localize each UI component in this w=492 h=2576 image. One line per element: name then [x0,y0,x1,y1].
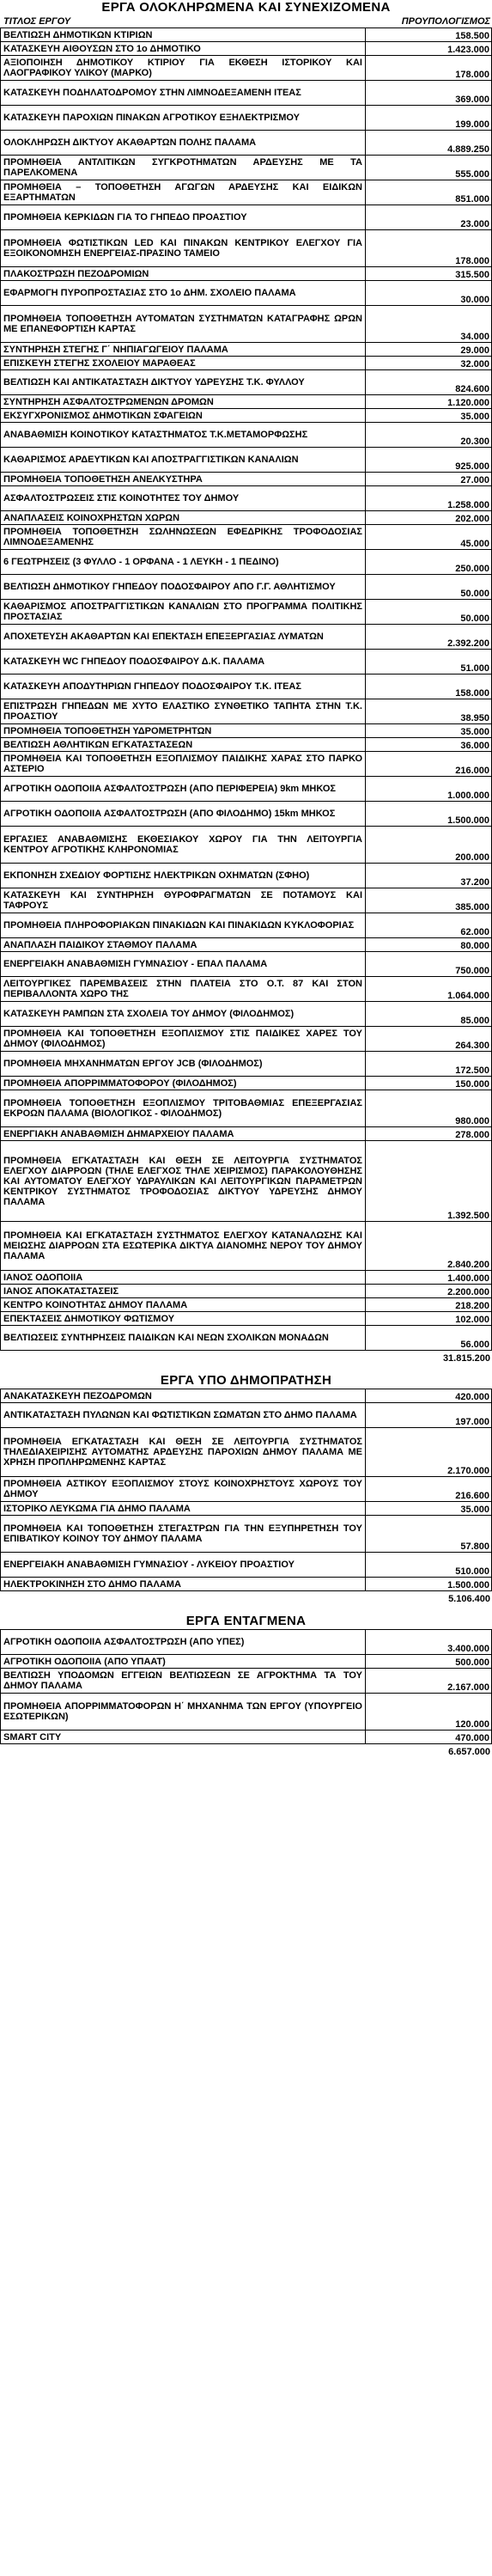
table-row [1,395,492,409]
table-row [1,752,492,777]
project-budget: 369.000 [366,81,492,106]
project-title: ΣΥΝΤΗΡΗΣΗ ΣΤΕΓΗΣ Γ΄ ΝΗΠΙΑΓΩΓΕΙΟΥ ΠΑΛΑΜΑ [1,343,366,357]
project-budget: 216.000 [366,752,492,777]
table-row [1,156,492,180]
project-budget: 250.000 [366,550,492,575]
project-budget: 2.170.000 [366,1428,492,1477]
project-title: ΙΣΤΟΡΙΚΟ ΛΕΥΚΩΜΑ ΓΙΑ ΔΗΜΟ ΠΑΛΑΜΑ [1,1502,366,1516]
project-title: ΕΝΕΡΓΕΙΑΚΗ ΑΝΑΒΑΘΜΙΣΗ ΓΥΜΝΑΣΙΟΥ - ΛΥΚΕΙΟΥ ΠΡΟΑΣΤΙΟΥ [1,1553,366,1578]
project-title: ΛΕΙΤΟΥΡΓΙΚΕΣ ΠΑΡΕΜΒΑΣΕΙΣ ΣΤΗΝ ΠΛΑΤΕΙΑ ΣΤΟ Ο.Τ. 87 ΚΑΙ ΣΤΟΝ ΠΕΡΙΒΑΛΛΟΝΤΑ ΧΩΡΟ ΤΗΣ [1,977,366,1002]
project-title: ΠΡΟΜΗΘΕΙΑ ΚΕΡΚΙΔΩΝ ΓΙΑ ΤΟ ΓΗΠΕΔΟ ΠΡΟΑΣΤΙΟΥ [1,205,366,230]
table-row [1,131,492,156]
section-title-under-tender: ΕΡΓΑ ΥΠΟ ΔΗΜΟΠΡΑΤΗΣΗ [160,1373,332,1388]
project-budget: 2.392.200 [366,625,492,650]
project-budget: 102.000 [366,1312,492,1326]
project-budget: 3.400.000 [366,1630,492,1655]
project-budget: 510.000 [366,1553,492,1578]
table-row [1,423,492,448]
project-budget: 1.120.000 [366,395,492,409]
table-row [1,1669,492,1694]
table-row [1,977,492,1002]
table-row [1,1477,492,1502]
table-row [1,1502,492,1516]
project-budget: 50.000 [366,575,492,600]
project-title: ΕΝΕΡΓΕΙΑΚΗ ΑΝΑΒΑΘΜΙΣΗ ΓΥΜΝΑΣΙΟΥ - ΕΠΑΛ ΠΑΛΑΜΑ [1,952,366,977]
project-title: ΚΑΤΑΣΚΕΥΗ ΑΠΟΔΥΤΗΡΙΩΝ ΓΗΠΕΔΟΥ ΠΟΔΟΣΦΑΙΡΟΥ Τ.Κ. ΙΤΕΑΣ [1,675,366,699]
project-budget: 178.000 [366,230,492,267]
project-title: ΕΚΣΥΓΧΡΟΝΙΣΜΟΣ ΔΗΜΟΤΙΚΩΝ ΣΦΑΓΕΙΩΝ [1,409,366,423]
project-budget: 120.000 [366,1694,492,1731]
project-title: ΚΑΤΑΣΚΕΥΗ ΡΑΜΠΩΝ ΣΤΑ ΣΧΟΛΕΙΑ ΤΟΥ ΔΗΜΟΥ (ΦΙΛΟΔΗΜΟΣ) [1,1002,366,1027]
table-row [1,802,492,827]
project-budget: 200.000 [366,827,492,864]
project-title: ΑΓΡΟΤΙΚΗ ΟΔΟΠΟΙΙΑ ΑΣΦΑΛΤΟΣΤΡΩΣΗ (ΑΠΟ ΥΠΕΣ) [1,1630,366,1655]
project-budget: 1.392.500 [366,1141,492,1222]
project-budget: 34.000 [366,306,492,343]
table-row [1,343,492,357]
project-budget: 80.000 [366,938,492,952]
project-budget: 2.840.200 [366,1222,492,1271]
project-budget: 38.950 [366,699,492,724]
project-budget: 45.000 [366,525,492,550]
project-budget: 20.300 [366,423,492,448]
table-row [1,81,492,106]
project-budget: 62.000 [366,913,492,938]
project-budget: 925.000 [366,448,492,473]
table-row [1,777,492,802]
project-title: ΑΓΡΟΤΙΚΗ ΟΔΟΠΟΙΙΑ ΑΣΦΑΛΤΟΣΤΡΩΣΗ (ΑΠΟ ΦΙΛΟΔΗΜΟ) 15km ΜΗΚΟΣ [1,802,366,827]
table-row [1,1516,492,1553]
column-header-budget: ΠΡΟΥΠΟΛΟΓΙΣΜΟΣ [401,16,490,27]
project-budget: 315.500 [366,267,492,281]
project-budget: 1.423.000 [366,42,492,56]
project-budget: 500.000 [366,1655,492,1669]
table-row [1,1312,492,1326]
project-budget: 158.000 [366,675,492,699]
table-row [1,1326,492,1351]
table-row [1,106,492,131]
project-title: ΠΡΟΜΗΘΕΙΑ ΑΠΟΡΡΙΜΜΑΤΟΦΟΡΟΥ (ΦΙΛΟΔΗΜΟΣ) [1,1077,366,1090]
projects-table-under-tender [0,1389,492,1591]
project-title: ΑΝΑΠΛΑΣΗ ΠΑΙΔΙΚΟΥ ΣΤΑΘΜΟΥ ΠΑΛΑΜΑ [1,938,366,952]
project-title: ΒΕΛΤΙΩΣΗ ΔΗΜΟΤΙΚΟΥ ΓΗΠΕΔΟΥ ΠΟΔΟΣΦΑΙΡΟΥ ΑΠΟ Γ.Γ. ΑΘΛΗΤΙΣΜΟΥ [1,575,366,600]
project-title: ΑΝΤΙΚΑΤΑΣΤΑΣΗ ΠΥΛΩΝΩΝ ΚΑΙ ΦΩΤΙΣΤΙΚΩΝ ΣΩΜΑΤΩΝ ΣΤΟ ΔΗΜΟ ΠΑΛΑΜΑ [1,1403,366,1428]
project-title: ΕΦΑΡΜΟΓΗ ΠΥΡΟΠΡΟΣΤΑΣΙΑΣ ΣΤΟ 1ο ΔΗΜ. ΣΧΟΛΕΙΟ ΠΑΛΑΜΑ [1,281,366,306]
project-budget: 1.258.000 [366,486,492,511]
table-row [1,205,492,230]
project-title: ΠΡΟΜΗΘΕΙΑ ΕΓΚΑΤΑΣΤΑΣΗ ΚΑΙ ΘΕΣΗ ΣΕ ΛΕΙΤΟΥΡΓΙΑ ΣΥΣΤΗΜΑΤΟΣ ΤΗΛΕΔΙΑΧΕΙΡΙΣΗΣ ΑΥΤΟΜΑΤΗΣ ΑΡΔΕΥΣΗΣ ΠΑΡΟΧΙΩΝ ΔΗΜΟΥ ΠΑΛΑΜΑ ΜΕ ΧΡΗΣΗ ΠΡΟΠΛΗΡΩΜΕΝΗΣ ΚΑΡΤΑΣ [1,1428,366,1477]
project-title: ΠΡΟΜΗΘΕΙΑ ΚΑΙ ΤΟΠΟΘΕΤΗΣΗ ΕΞΟΠΛΙΣΜΟΥ ΠΑΙΔΙΚΗΣ ΧΑΡΑΣ ΣΤΟ ΠΑΡΚΟ ΑΣΤΕΡΙΟ [1,752,366,777]
project-budget: 2.167.000 [366,1669,492,1694]
table-row [1,675,492,699]
project-budget: 1.064.000 [366,977,492,1002]
project-budget: 178.000 [366,56,492,81]
project-budget: 202.000 [366,511,492,525]
table-row [1,448,492,473]
project-title: ΕΚΠΟΝΗΣΗ ΣΧΕΔΙΟΥ ΦΟΡΤΙΣΗΣ ΗΛΕΚΤΡΙΚΩΝ ΟΧΗΜΑΤΩΝ (ΣΦΗΟ) [1,864,366,888]
table-row [1,1285,492,1298]
project-budget: 199.000 [366,106,492,131]
table-row [1,1027,492,1052]
project-budget: 980.000 [366,1090,492,1127]
table-row [1,409,492,423]
table-row [1,1077,492,1090]
project-budget: 216.600 [366,1477,492,1502]
project-title: ΑΝΑΒΑΘΜΙΣΗ ΚΟΙΝΟΤΙΚΟΥ ΚΑΤΑΣΤΗΜΑΤΟΣ Τ.Κ.ΜΕΤΑΜΟΡΦΩΣΗΣ [1,423,366,448]
project-title: ΚΑΤΑΣΚΕΥΗ ΠΟΔΗΛΑΤΟΔΡΟΜΟΥ ΣΤΗΝ ΛΙΜΝΟΔΕΞΑΜΕΝΗ ΙΤΕΑΣ [1,81,366,106]
project-title: ΑΝΑΚΑΤΑΣΚΕΥΗ ΠΕΖΟΔΡΟΜΩΝ [1,1389,366,1403]
project-budget: 36.000 [366,738,492,752]
table-row [1,42,492,56]
project-title: ΠΡΟΜΗΘΕΙΑ ΑΝΤΛΙΤΙΚΩΝ ΣΥΓΚΡΟΤΗΜΑΤΩΝ ΑΡΔΕΥΣΗΣ ΜΕ ΤΑ ΠΑΡΕΛΚΟΜΕΝΑ [1,156,366,180]
table-row [1,952,492,977]
total-completed: 31.815.200 [442,1353,490,1364]
table-row [1,864,492,888]
project-title: ΠΡΟΜΗΘΕΙΑ ΤΟΠΟΘΕΤΗΣΗ ΣΩΛΗΝΩΣΕΩΝ ΕΦΕΔΡΙΚΗΣ ΤΡΟΦΟΔΟΣΙΑΣ ΛΙΜΝΟΔΕΞΑΜΕΝΗΣ [1,525,366,550]
table-row [1,1298,492,1312]
section-title-completed: ΕΡΓΑ ΟΛΟΚΛΗΡΩΜΕΝΑ ΚΑΙ ΣΥΝΕΧΙΖΟΜΕΝΑ [101,0,391,15]
table-row [1,511,492,525]
project-title: ΠΡΟΜΗΘΕΙΑ ΚΑΙ ΤΟΠΟΘΕΤΗΣΗ ΕΞΟΠΛΙΣΜΟΥ ΣΤΙΣ ΠΑΙΔΙΚΕΣ ΧΑΡΕΣ ΤΟΥ ΔΗΜΟΥ (ΦΙΛΟΔΗΜΟΣ) [1,1027,366,1052]
project-title: ΚΑΤΑΣΚΕΥΗ ΑΙΘΟΥΣΩΝ ΣΤΟ 1ο ΔΗΜΟΤΙΚΟ [1,42,366,56]
table-row [1,938,492,952]
table-row [1,473,492,486]
project-budget: 158.500 [366,28,492,42]
project-budget: 2.200.000 [366,1285,492,1298]
project-budget: 470.000 [366,1731,492,1744]
project-budget: 85.000 [366,1002,492,1027]
project-title: ΕΠΙΣΚΕΥΗ ΣΤΕΓΗΣ ΣΧΟΛΕΙΟΥ ΜΑΡΑΘΕΑΣ [1,357,366,370]
column-header-title: ΤΙΤΛΟΣ ΕΡΓΟΥ [3,16,71,27]
table-row [1,1141,492,1222]
table-row [1,625,492,650]
project-budget: 851.000 [366,180,492,205]
project-title: ΠΡΟΜΗΘΕΙΑ ΠΛΗΡΟΦΟΡΙΑΚΩΝ ΠΙΝΑΚΙΔΩΝ ΚΑΙ ΠΙΝΑΚΙΔΩΝ ΚΥΚΛΟΦΟΡΙΑΣ [1,913,366,938]
project-title: ΒΕΛΤΙΩΣΗ ΑΘΛΗΤΙΚΩΝ ΕΓΚΑΤΑΣΤΑΣΕΩΝ [1,738,366,752]
table-row [1,267,492,281]
table-row [1,1630,492,1655]
table-row [1,1694,492,1731]
table-row [1,888,492,913]
project-budget: 385.000 [366,888,492,913]
projects-table-included [0,1629,492,1744]
table-row [1,1655,492,1669]
project-budget: 750.000 [366,952,492,977]
table-row [1,357,492,370]
project-title: ΠΡΟΜΗΘΕΙΑ ΕΓΚΑΤΑΣΤΑΣΗ ΚΑΙ ΘΕΣΗ ΣΕ ΛΕΙΤΟΥΡΓΙΑ ΣΥΣΤΗΜΑΤΟΣ ΕΛΕΓΧΟΥ ΔΙΑΡΡΟΩΝ (ΤΗΛΕ ΕΛΕΓΧΟΣ ΤΗΛΕ ΧΕΙΡΙΣΜΟΣ) ΠΑΡΑΚΟΛΟΥΘΗΣΗΣ ΚΑΙ ΑΥΤΟΜΑΤΟΥ ΕΛΕΓΧΟΥ ΥΔΡΑΥΛΙΚΩΝ ΚΑΙ ΛΕΙΤΟΥΡΓΙΚΩΝ ΠΑΡΑΜΕΤΡΩΝ ΚΕΝΤΡΙΚΟΥ ΣΥΣΤΗΜΑΤΟΣ ΤΡΟΦΟΔΟΣΙΑΣ ΔΙΚΤΥΟΥ ΥΔΡΕΥΣΗΣ ΔΗΜΟΥ ΠΑΛΑΜΑ [1,1141,366,1222]
project-title: ΠΡΟΜΗΘΕΙΑ ΑΠΟΡΡΙΜΜΑΤΟΦΟΡΩΝ Η΄ ΜΗΧΑΝΗΜΑ ΤΩΝ ΕΡΓΟΥ (ΥΠΟΥΡΓΕΙΟ ΕΣΩΤΕΡΙΚΩΝ) [1,1694,366,1731]
project-budget: 555.000 [366,156,492,180]
project-title: ΙΑΝΟΣ ΟΔΟΠΟΙΙΑ [1,1271,366,1285]
table-row [1,370,492,395]
table-row [1,180,492,205]
table-row [1,486,492,511]
project-title: ΕΠΕΚΤΑΣΕΙΣ ΔΗΜΟΤΙΚΟΥ ΦΩΤΙΣΜΟΥ [1,1312,366,1326]
project-budget: 824.600 [366,370,492,395]
project-title: ΠΡΟΜΗΘΕΙΑ ΤΟΠΟΘΕΤΗΣΗ ΕΞΟΠΛΙΣΜΟΥ ΤΡΙΤΟΒΑΘΜΙΑΣ ΕΠΕΞΕΡΓΑΣΙΑΣ ΕΚΡΟΩΝ ΠΑΛΑΜΑ (ΒΙΟΛΟΓΙΚΟΣ - ΦΙΛΟΔΗΜΟΣ) [1,1090,366,1127]
project-title: ΑΣΦΑΛΤΟΣΤΡΩΣΕΙΣ ΣΤΙΣ ΚΟΙΝΟΤΗΤΕΣ ΤΟΥ ΔΗΜΟΥ [1,486,366,511]
project-budget: 57.800 [366,1516,492,1553]
project-title: ΑΠΟΧΕΤΕΥΣΗ ΑΚΑΘΑΡΤΩΝ ΚΑΙ ΕΠΕΚΤΑΣΗ ΕΠΕΞΕΡΓΑΣΙΑΣ ΛΥΜΑΤΩΝ [1,625,366,650]
table-row [1,600,492,625]
projects-table-completed [0,27,492,1351]
project-title: ΚΑΘΑΡΙΣΜΟΣ ΑΠΟΣΤΡΑΓΓΙΣΤΙΚΩΝ ΚΑΝΑΛΙΩΝ ΣΤΟ ΠΡΟΓΡΑΜΜΑ ΠΟΛΙΤΙΚΗΣ ΠΡΟΣΤΑΣΙΑΣ [1,600,366,625]
project-budget: 1.500.000 [366,1578,492,1591]
table-row [1,1052,492,1077]
project-budget: 420.000 [366,1389,492,1403]
project-budget: 37.200 [366,864,492,888]
table-row [1,650,492,675]
table-row [1,281,492,306]
table-row [1,575,492,600]
project-budget: 35.000 [366,409,492,423]
project-title: ΚΑΤΑΣΚΕΥΗ WC ΓΗΠΕΔΟΥ ΠΟΔΟΣΦΑΙΡΟΥ Δ.Κ. ΠΑΛΑΜΑ [1,650,366,675]
project-title: ΑΞΙΟΠΟΙΗΣΗ ΔΗΜΟΤΙΚΟΥ ΚΤΙΡΙΟΥ ΓΙΑ ΕΚΘΕΣΗ ΙΣΤΟΡΙΚΟΥ ΚΑΙ ΛΑΟΓΡΑΦΙΚΟΥ ΥΛΙΚΟΥ (ΜΑΡΚΟ) [1,56,366,81]
project-budget: 30.000 [366,281,492,306]
project-title: ΠΡΟΜΗΘΕΙΑ ΤΟΠΟΘΕΤΗΣΗ ΑΥΤΟΜΑΤΩΝ ΣΥΣΤΗΜΑΤΩΝ ΚΑΤΑΓΡΑΦΗΣ ΩΡΩΝ ΜΕ ΕΠΑΝΕΦΟΡΤΙΣΗ ΚΑΡΤΑΣ [1,306,366,343]
column-header [0,15,492,27]
project-budget: 1.400.000 [366,1271,492,1285]
project-budget: 4.889.250 [366,131,492,156]
project-budget: 27.000 [366,473,492,486]
project-title: ΕΝΕΡΓΙΑΚΗ ΑΝΑΒΑΘΜΙΣΗ ΔΗΜΑΡΧΕΙΟΥ ΠΑΛΑΜΑ [1,1127,366,1141]
table-row [1,306,492,343]
table-row [1,230,492,267]
project-title: ΗΛΕΚΤΡΟΚΙΝΗΣΗ ΣΤΟ ΔΗΜΟ ΠΑΛΑΜΑ [1,1578,366,1591]
table-row [1,28,492,42]
table-row [1,1127,492,1141]
project-title: ΠΡΟΜΗΘΕΙΑ ΑΣΤΙΚΟΥ ΕΞΟΠΛΙΣΜΟΥ ΣΤΟΥΣ ΚΟΙΝΟΧΡΗΣΤΟΥΣ ΧΩΡΟΥΣ ΤΟΥ ΔΗΜΟΥ [1,1477,366,1502]
project-title: ΚΑΤΑΣΚΕΥΗ ΠΑΡΟΧΙΩΝ ΠΙΝΑΚΩΝ ΑΓΡΟΤΙΚΟΥ ΕΞΗΛΕΚΤΡΙΣΜΟΥ [1,106,366,131]
table-row [1,1002,492,1027]
project-budget: 51.000 [366,650,492,675]
table-row [1,724,492,738]
project-title: ΠΡΟΜΗΘΕΙΑ ΦΩΤΙΣΤΙΚΩΝ LED ΚΑΙ ΠΙΝΑΚΩΝ ΚΕΝΤΡΙΚΟΥ ΕΛΕΓΧΟΥ ΓΙΑ ΕΞΟΙΚΟΝΟΜΗΣΗ ΕΝΕΡΓΕΙΑΣ-ΠΡΑΣΙΝΟ ΤΑΜΕΙΟ [1,230,366,267]
total-row-completed [0,1351,492,1366]
project-title: ΑΓΡΟΤΙΚΗ ΟΔΟΠΟΙΙΑ ΑΣΦΑΛΤΟΣΤΡΩΣΗ (ΑΠΟ ΠΕΡΙΦΕΡΕΙΑ) 9km ΜΗΚΟΣ [1,777,366,802]
table-row [1,1090,492,1127]
project-budget: 50.000 [366,600,492,625]
project-title: ΠΡΟΜΗΘΕΙΑ ΚΑΙ ΤΟΠΟΘΕΤΗΣΗ ΣΤΕΓΑΣΤΡΩΝ ΓΙΑ ΤΗΝ ΕΞΥΠΗΡΕΤΗΣΗ ΤΟΥ ΕΠΙΒΑΤΙΚΟΥ ΚΟΙΝΟΥ ΤΟΥ ΔΗΜΟΥ ΠΑΛΑΜΑ [1,1516,366,1553]
project-budget: 150.000 [366,1077,492,1090]
project-budget: 32.000 [366,357,492,370]
table-row [1,1222,492,1271]
project-title: ΚΑΘΑΡΙΣΜΟΣ ΑΡΔΕΥΤΙΚΩΝ ΚΑΙ ΑΠΟΣΤΡΑΓΓΙΣΤΙΚΩΝ ΚΑΝΑΛΙΩΝ [1,448,366,473]
project-title: ΟΛΟΚΛΗΡΩΣΗ ΔΙΚΤΥΟΥ ΑΚΑΘΑΡΤΩΝ ΠΟΛΗΣ ΠΑΛΑΜΑ [1,131,366,156]
table-row [1,1271,492,1285]
project-budget: 1.000.000 [366,777,492,802]
table-row [1,738,492,752]
table-row [1,913,492,938]
project-title: ΕΠΙΣΤΡΩΣΗ ΓΗΠΕΔΩΝ ΜΕ ΧΥΤΟ ΕΛΑΣΤΙΚΟ ΣΥΝΘΕΤΙΚΟ ΤΑΠΗΤΑ ΣΤΗΝ Τ.Κ. ΠΡΟΑΣΤΙΟΥ [1,699,366,724]
project-title: ΒΕΛΤΙΩΣΗ ΥΠΟΔΟΜΩΝ ΕΓΓΕΙΩΝ ΒΕΛΤΙΩΣΕΩΝ ΣΕ ΑΓΡΟΚΤΗΜΑ ΤΑ ΤΟΥ ΔΗΜΟΥ ΠΑΛΑΜΑ [1,1669,366,1694]
project-budget: 23.000 [366,205,492,230]
table-row [1,56,492,81]
project-title: ΠΡΟΜΗΘΕΙΑ ΜΗΧΑΝΗΜΑΤΩΝ ΕΡΓΟΥ JCB (ΦΙΛΟΔΗΜΟΣ) [1,1052,366,1077]
project-title: ΕΡΓΑΣΙΕΣ ΑΝΑΒΑΘΜΙΣΗΣ ΕΚΘΕΣΙΑΚΟΥ ΧΩΡΟΥ ΓΙΑ ΤΗΝ ΛΕΙΤΟΥΡΓΙΑ ΚΕΝΤΡΟΥ ΑΓΡΟΤΙΚΗΣ ΚΛΗΡΟΝΟΜΙΑΣ [1,827,366,864]
project-title: ΑΝΑΠΛΑΣΕΙΣ ΚΟΙΝΟΧΡΗΣΤΩΝ ΧΩΡΩΝ [1,511,366,525]
table-row [1,1731,492,1744]
project-budget: 264.300 [366,1027,492,1052]
project-title: ΚΑΤΑΣΚΕΥΗ ΚΑΙ ΣΥΝΤΗΡΗΣΗ ΘΥΡΟΦΡΑΓΜΑΤΩΝ ΣΕ ΠΟΤΑΜΟΥΣ ΚΑΙ ΤΑΦΡΟΥΣ [1,888,366,913]
total-row-under-tender [0,1591,492,1607]
table-row [1,1553,492,1578]
project-title: ΠΡΟΜΗΘΕΙΑ ΤΟΠΟΘΕΤΗΣΗ ΥΔΡΟΜΕΤΡΗΤΩΝ [1,724,366,738]
project-title: 6 ΓΕΩΤΡΗΣΕΙΣ (3 ΦΥΛΛΟ - 1 ΟΡΦΑΝΑ - 1 ΛΕΥΚΗ - 1 ΠΕΔΙΝΟ) [1,550,366,575]
table-row [1,827,492,864]
table-row [1,1403,492,1428]
project-title: ΚΕΝΤΡΟ ΚΟΙΝΟΤΗΤΑΣ ΔΗΜΟΥ ΠΑΛΑΜΑ [1,1298,366,1312]
project-title: ΠΡΟΜΗΘΕΙΑ ΚΑΙ ΕΓΚΑΤΑΣΤΑΣΗ ΣΥΣΤΗΜΑΤΟΣ ΕΛΕΓΧΟΥ ΚΑΤΑΝΑΛΩΣΗΣ ΚΑΙ ΜΕΙΩΣΗΣ ΔΙΑΡΡΟΩΝ ΣΤΑ ΕΣΩΤΕΡΙΚΑ ΔΙΚΤΥΑ ΔΙΑΝΟΜΗΣ ΝΕΡΟΥ ΤΟΥ ΔΗΜΟΥ ΠΑΛΑΜΑ [1,1222,366,1271]
table-row [1,1428,492,1477]
project-title: SMART CITY [1,1731,366,1744]
total-included: 6.657.000 [448,1747,490,1757]
project-title: ΠΡΟΜΗΘΕΙΑ ΤΟΠΟΘΕΤΗΣΗ ΑΝΕΛΚΥΣΤΗΡΑ [1,473,366,486]
project-budget: 172.500 [366,1052,492,1077]
table-row [1,525,492,550]
project-title: ΒΕΛΤΙΩΣΗ ΚΑΙ ΑΝΤΙΚΑΤΑΣΤΑΣΗ ΔΙΚΤΥΟΥ ΥΔΡΕΥΣΗΣ Τ.Κ. ΦΥΛΛΟΥ [1,370,366,395]
project-budget: 56.000 [366,1326,492,1351]
project-title: ΙΑΝΟΣ ΑΠΟΚΑΤΑΣΤΑΣΕΙΣ [1,1285,366,1298]
project-title: ΑΓΡΟΤΙΚΗ ΟΔΟΠΟΙΙΑ (ΑΠΟ ΥΠΑΑΤ) [1,1655,366,1669]
total-under-tender: 5.106.400 [448,1594,490,1604]
project-title: ΒΕΛΤΙΩΣΕΙΣ ΣΥΝΤΗΡΗΣΕΙΣ ΠΑΙΔΙΚΩΝ ΚΑΙ ΝΕΩΝ ΣΧΟΛΙΚΩΝ ΜΟΝΑΔΩΝ [1,1326,366,1351]
project-budget: 197.000 [366,1403,492,1428]
project-budget: 278.000 [366,1127,492,1141]
project-budget: 35.000 [366,1502,492,1516]
project-title: ΣΥΝΤΗΡΗΣΗ ΑΣΦΑΛΤΟΣΤΡΩΜΕΝΩΝ ΔΡΟΜΩΝ [1,395,366,409]
table-row [1,550,492,575]
table-row [1,1389,492,1403]
project-budget: 218.200 [366,1298,492,1312]
project-title: ΠΡΟΜΗΘΕΙΑ – ΤΟΠΟΘΕΤΗΣΗ ΑΓΩΓΩΝ ΑΡΔΕΥΣΗΣ ΚΑΙ ΕΙΔΙΚΩΝ ΕΞΑΡΤΗΜΑΤΩΝ [1,180,366,205]
project-budget: 35.000 [366,724,492,738]
table-row [1,699,492,724]
project-budget: 1.500.000 [366,802,492,827]
project-title: ΒΕΛΤΙΩΣΗ ΔΗΜΟΤΙΚΩΝ ΚΤΙΡΙΩΝ [1,28,366,42]
total-row-included [0,1744,492,1760]
project-budget: 29.000 [366,343,492,357]
section-title-included: ΕΡΓΑ ΕΝΤΑΓΜΕΝΑ [185,1614,307,1628]
project-title: ΠΛΑΚΟΣΤΡΩΣΗ ΠΕΖΟΔΡΟΜΙΩΝ [1,267,366,281]
table-row [1,1578,492,1591]
